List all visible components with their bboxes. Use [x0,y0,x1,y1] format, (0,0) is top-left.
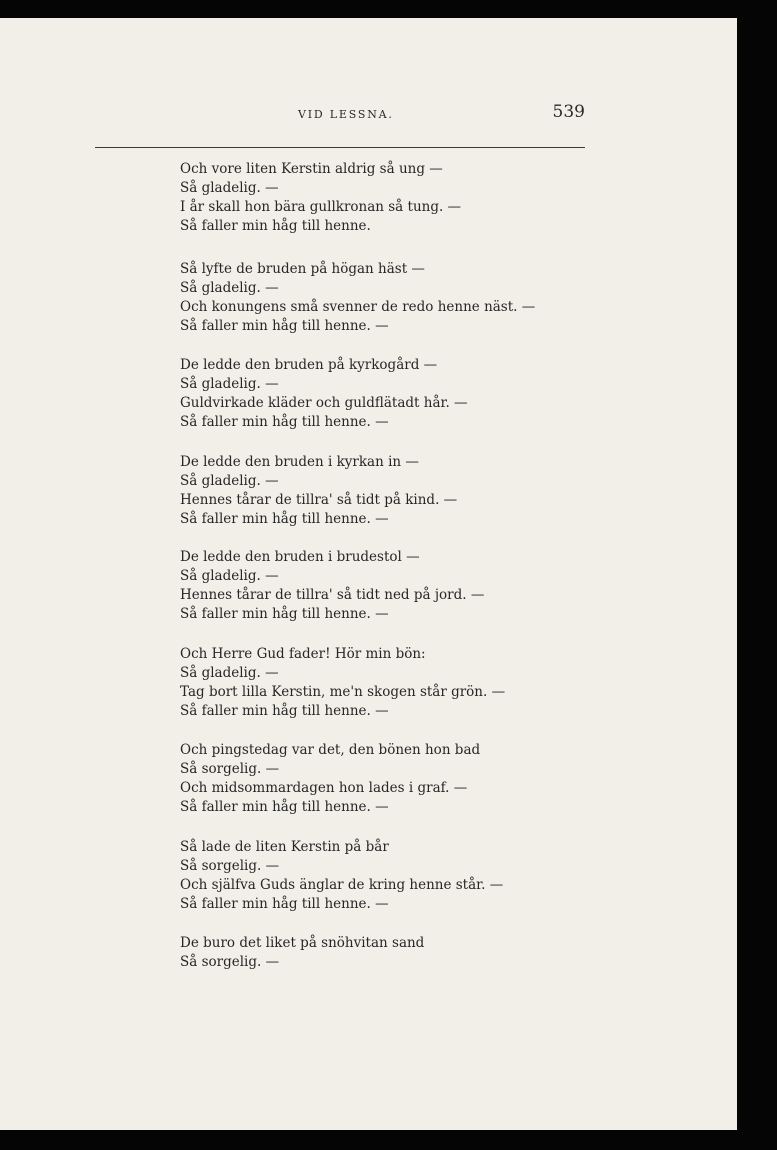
verse-line: Och själfva Guds änglar de kring henne står. — [180,877,504,893]
verse-line: Hennes tårar de tillra' så tidt ned på jord. — [180,587,485,603]
verse-line: Så gladelig. — [180,280,279,296]
verse-line: Så sorgelig. — [180,954,280,970]
verse-line: Så gladelig. — [180,180,279,196]
page-header [95,104,585,130]
stanza [180,260,560,336]
verse-line: Så faller min håg till henne. — [180,606,389,622]
page-number: 539 [552,102,585,122]
verse-line: Så sorgelig. — [180,858,280,874]
header-rule [95,147,585,148]
verse-line: Och midsommardagen hon lades i graf. — [180,780,468,796]
verse-line: Guldvirkade kläder och guldflätadt hår. — [180,395,468,411]
stanza [180,160,560,236]
verse-line: Så faller min håg till henne. — [180,896,389,912]
verse-line: Så faller min håg till henne. — [180,318,389,334]
verse-line: Så gladelig. — [180,568,279,584]
verse-line: De ledde den bruden i brudestol — [180,549,420,565]
verse-line: Hennes tårar de tillra' så tidt på kind. — [180,492,458,508]
running-title: VID LESSNA. [298,108,394,121]
verse-line: Så gladelig. — [180,665,279,681]
verse-line: Och vore liten Kerstin aldrig så ung — [180,161,443,177]
verse-line: Och Herre Gud fader! Hör min bön: [180,646,426,662]
verse-line: Tag bort lilla Kerstin, me'n skogen står grön. — [180,684,506,700]
stanza [180,838,560,914]
stanza [180,645,560,721]
stanza [180,934,560,972]
verse-line: Så faller min håg till henne. — [180,414,389,430]
verse-line: Så gladelig. — [180,376,279,392]
verse-line: Så lyfte de bruden på högan häst — [180,261,425,277]
verse-line: De ledde den bruden i kyrkan in — [180,454,419,470]
verse-line: Så sorgelig. — [180,761,280,777]
verse-line: Och konungens små svenner de redo henne näst. — [180,299,536,315]
stanza [180,548,560,624]
verse-line: Så gladelig. — [180,473,279,489]
verse-line: Och pingstedag var det, den bönen hon bad [180,742,481,758]
verse-line: Så faller min håg till henne. — [180,799,389,815]
stanza [180,741,560,817]
verse-line: Så lade de liten Kerstin på bår [180,839,389,855]
verse-line: Så faller min håg till henne. — [180,703,389,719]
verse-line: Så faller min håg till henne. — [180,511,389,527]
verse-line: De buro det liket på snöhvitan sand [180,935,425,951]
stanza [180,453,560,529]
verse-line: De ledde den bruden på kyrkogård — [180,357,438,373]
verse-line: Så faller min håg till henne. [180,218,371,234]
verse-line: I år skall hon bära gullkronan så tung. — [180,199,462,215]
stanza [180,356,560,432]
